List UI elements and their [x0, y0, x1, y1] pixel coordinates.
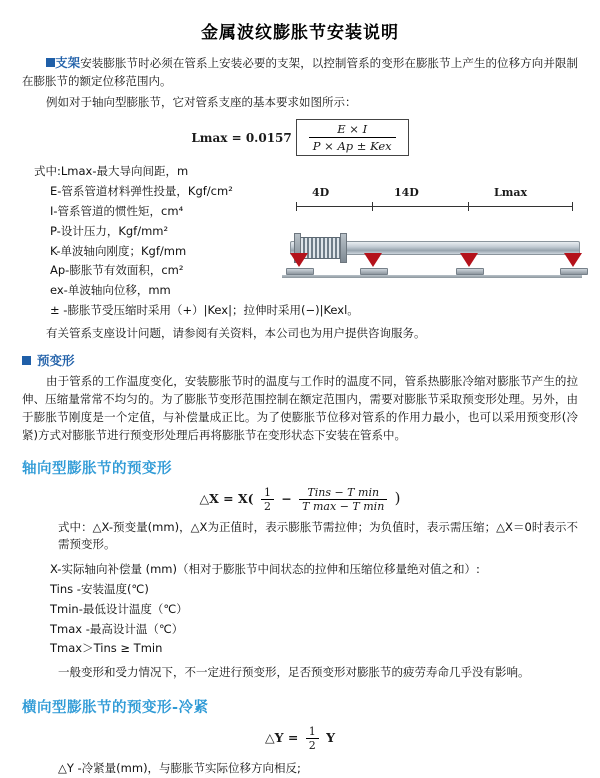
support-section-heading: 支架	[55, 55, 81, 70]
axial-formula-note: 式中：△X-预变量(mm)，△X为正值时，表示膨胀节需拉伸；为负值时，表示需压缩；△X＝0时表示不需预变形。	[58, 519, 578, 552]
lateral-subsection-heading: 横向型膨胀节的预变形-冷紧	[22, 699, 209, 716]
axial-definition-item: Tmax＞Tins ≥ Tmin	[50, 641, 163, 656]
figure-label-4d: 4D	[312, 186, 330, 199]
definition-item: I-管系管道的惯性矩，cm⁴	[50, 203, 184, 218]
figure-label-14d: 14D	[394, 186, 419, 199]
definition-item: K-单波轴向刚度；Kgf/mm	[50, 243, 187, 258]
blue-square-bullet-icon	[22, 356, 31, 365]
definition-intro: 式中:Lmax-最大导向间距，m	[34, 164, 189, 179]
lmax-formula-box	[296, 119, 409, 156]
axial-formula-lhs: △X = X(	[199, 490, 254, 506]
definition-item: P-设计压力，Kgf/mm²	[50, 223, 169, 238]
guide-support	[360, 253, 386, 275]
definition-item: ex-单波轴向位移，mm	[50, 283, 171, 298]
axial-formula-rhs: )	[394, 488, 401, 507]
axial-formula	[22, 486, 578, 513]
definition-item: E-管系管道材料弹性投量，Kgf/cm²	[50, 184, 233, 199]
axial-definition-item: Tmin-最低设计温度（℃）	[50, 601, 188, 616]
figure-dimension-rules	[282, 202, 582, 211]
lmax-denominator: P × Ap ± Kex	[309, 137, 396, 153]
axial-formula-ratio: $\frac{\text{Tins − T min}}{\text{T max − T min}}$	[299, 486, 387, 513]
axial-formula-minus: −	[281, 490, 292, 506]
support-section-paragraph-2: 例如对于轴向型膨胀节，它对管系支座的基本要求如图所示：	[46, 94, 357, 109]
lmax-numerator: E × I	[337, 122, 368, 137]
ground-line	[282, 275, 582, 278]
lateral-formula-lhs: △Y =	[264, 729, 299, 745]
support-section-closing: 有关管系支座设计问题，请参阅有关资料，本公司也为用户提供咨询服务。	[46, 325, 426, 340]
axial-definition-list	[22, 560, 578, 659]
figure-dimension-labels	[282, 186, 582, 202]
pipe-support-figure	[282, 186, 582, 296]
axial-definition-item: X-实际轴向补偿量 (mm)（相对于膨胀节中间状态的拉伸和压缩位移量绝对值之和）:	[50, 562, 480, 577]
lmax-formula	[22, 119, 578, 156]
axial-definition-item: Tmax -最高设计温（℃）	[50, 621, 184, 636]
lateral-formula-half: $\frac{1}{2}$	[306, 725, 319, 752]
definition-item: ± -膨胀节受压缩时采用（+）|Kex|；拉伸时采用(−)|Kexl。	[50, 302, 359, 317]
axial-definition-item: Tins -安装温度(℃)	[50, 582, 149, 597]
support-section-body-1: 安装膨胀节时必须在管系上安装必要的支架，以控制管系的变形在膨胀节上产生的位移方向并限制在膨胀节的额定位移范围内。	[22, 56, 578, 88]
anchor-support	[286, 253, 312, 275]
page-title: 金属波纹膨胀节安装说明	[201, 23, 399, 43]
definition-item: Ap-膨胀节有效面积，cm²	[50, 263, 184, 278]
figure-label-lmax: Lmax	[494, 186, 528, 199]
support-section-paragraph-1	[22, 53, 578, 91]
flange	[340, 233, 347, 263]
axial-formula-half: $\frac{1}{2}$	[261, 486, 274, 513]
lateral-formula	[22, 725, 578, 752]
axial-subsection-heading: 轴向型膨胀节的预变形	[22, 460, 172, 477]
predeform-section-heading: 预变形	[37, 353, 75, 369]
predeform-section-heading-row	[22, 351, 578, 369]
lateral-formula-rhs: Y	[326, 729, 336, 745]
lateral-formula-note: △Y -冷紧量(mm)，与膨胀节实际位移方向相反;	[58, 760, 301, 775]
guide-support	[456, 253, 482, 275]
pipe-assembly-illustration	[282, 215, 582, 293]
axial-section-closing: 一般变形和受力情况下，不一定进行预变形，足否预变形对膨胀节的疲劳寿命几乎没有影响。	[58, 665, 530, 680]
guide-support	[560, 253, 586, 275]
blue-square-bullet-icon	[46, 58, 55, 67]
predeform-section-body: 由于管系的工作温度变化，安装膨胀节时的温度与工作时的温度不同，管系热膨胀冷缩对膨胀节产生的拉伸、压缩量常常不均匀的。为了膨胀节变形范围控制在额定范围内，需要对膨胀节采取预变形处理。另外，由于膨胀节刚度是一个定值，与补偿量成正比。为了使膨胀节位移对管系的作用力最小，也可以采用预变形(冷紧)方式对膨胀节进行预变形处理后再将膨胀节在变形状态下安装在管系中。	[22, 374, 578, 442]
lmax-formula-lhs: Lmax = 0.0157	[191, 130, 292, 145]
